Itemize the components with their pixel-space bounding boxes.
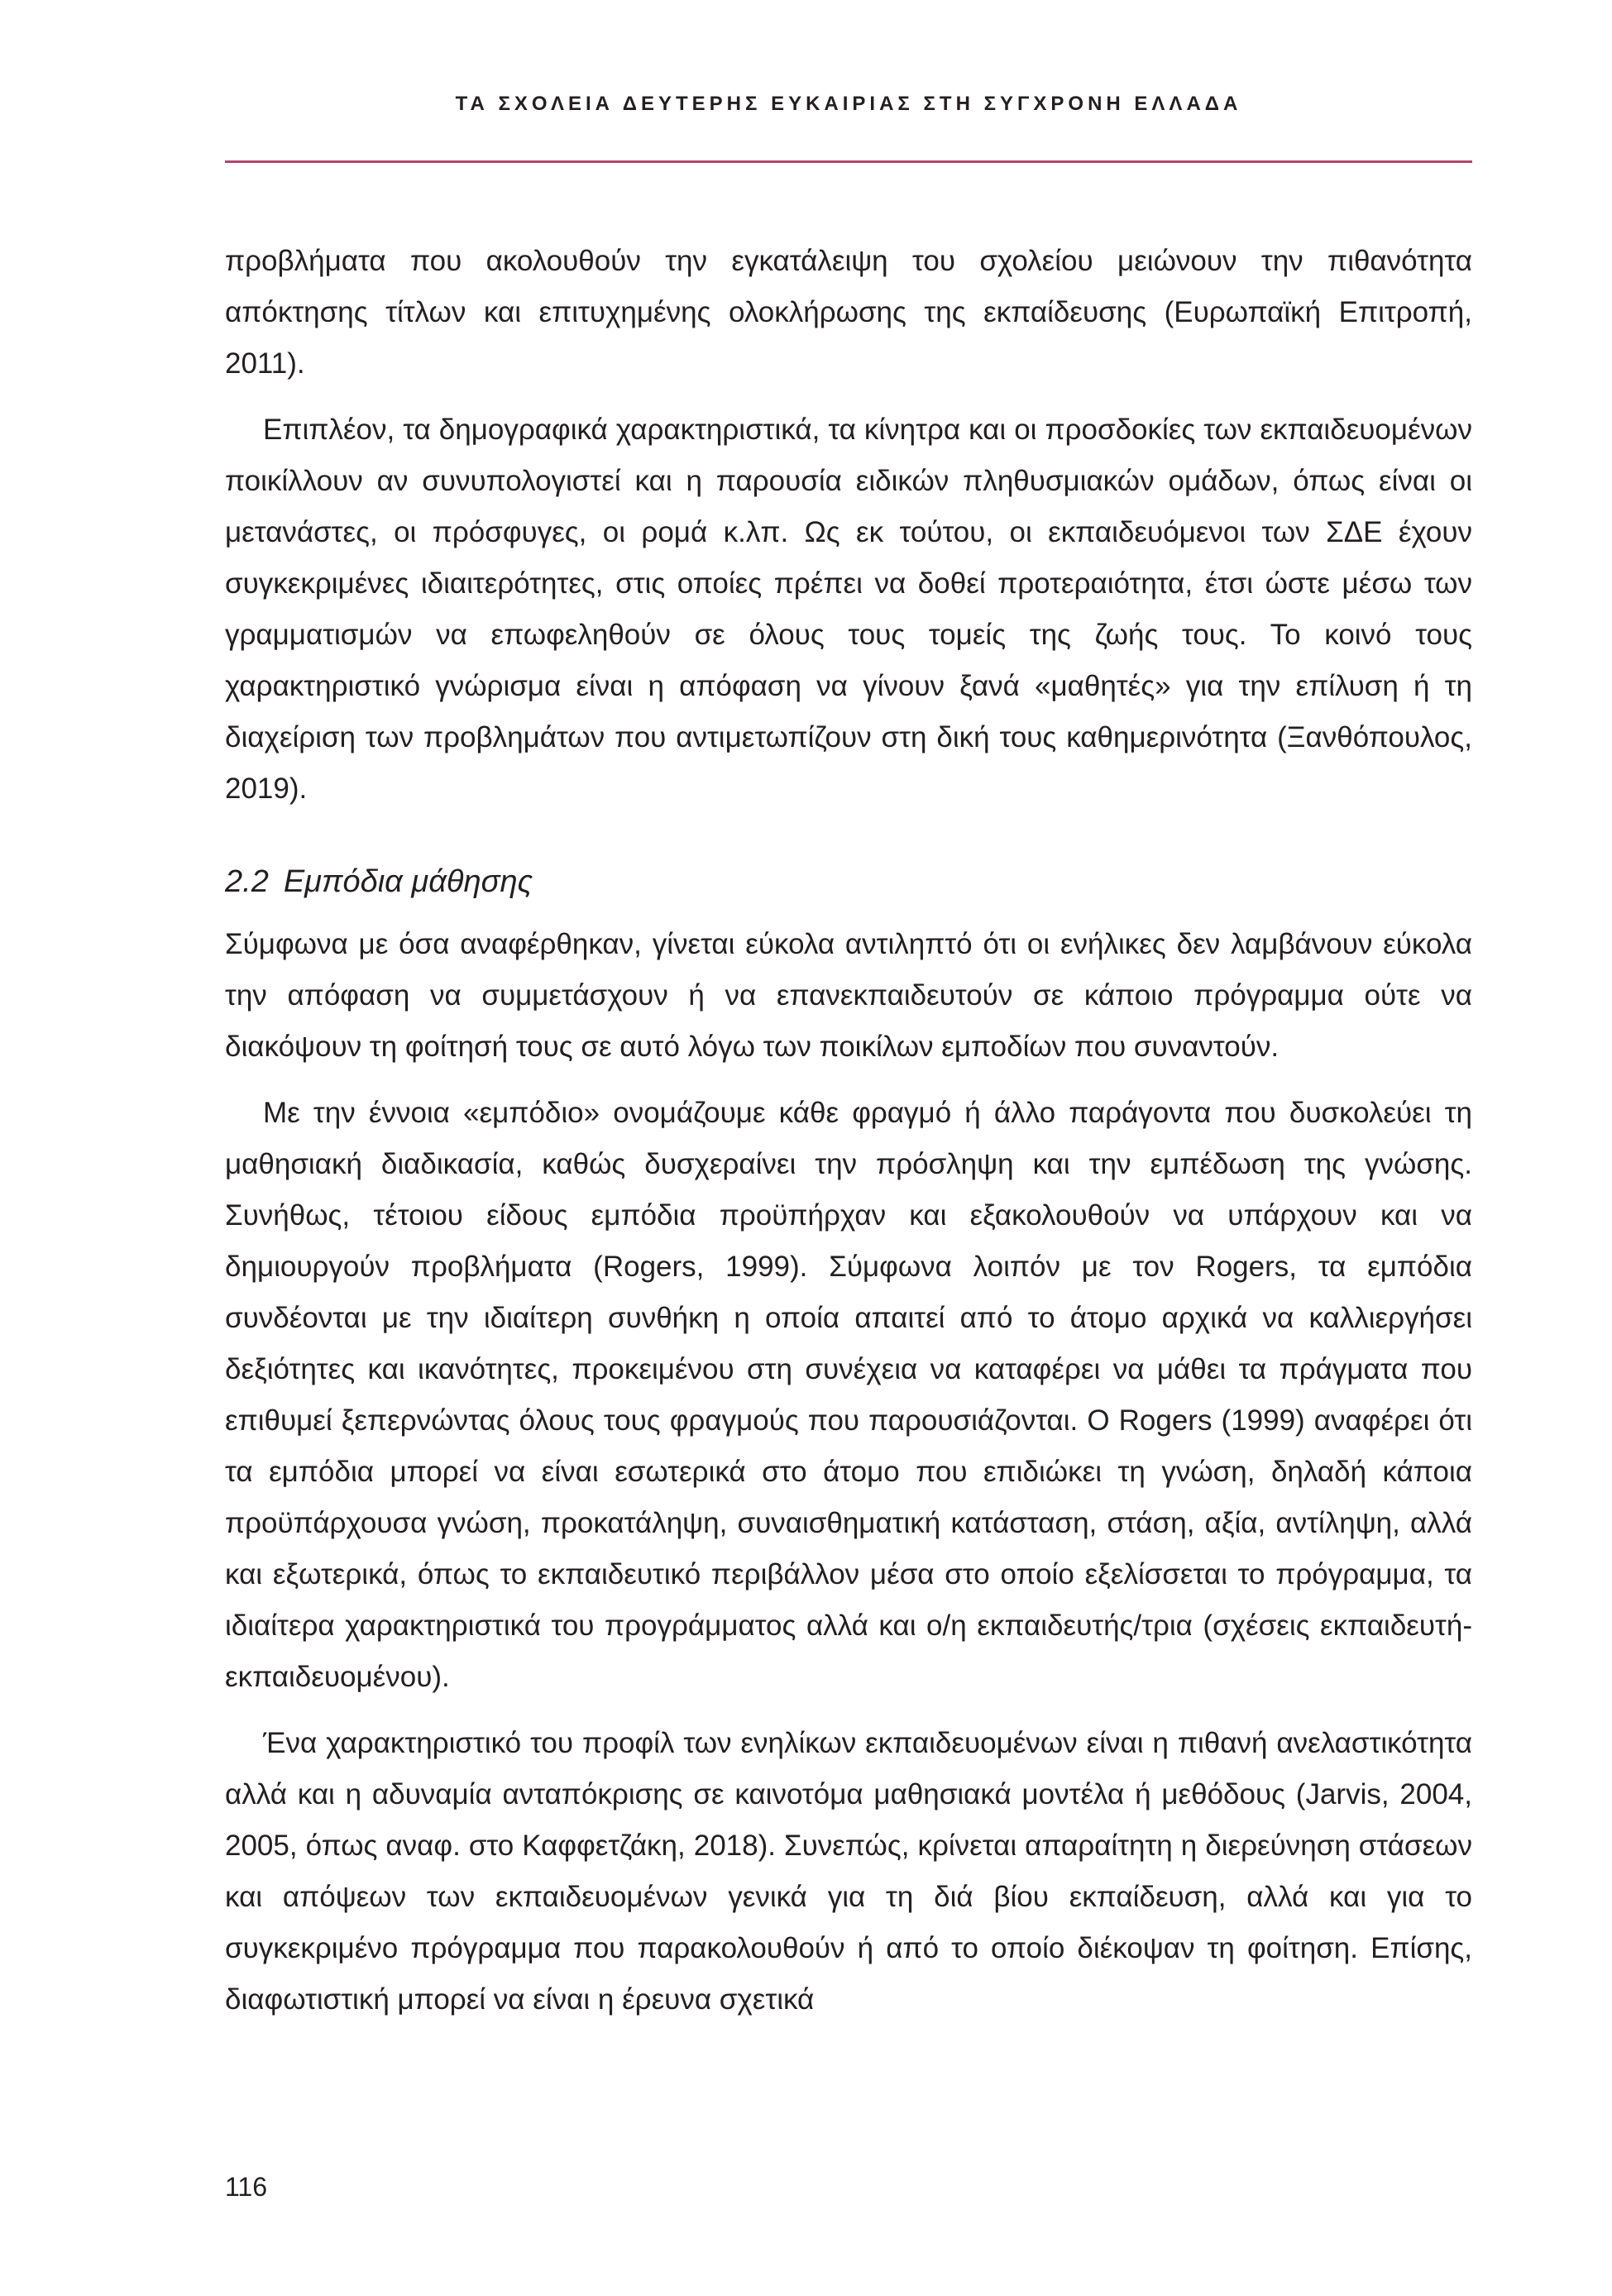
section-heading [225, 856, 1472, 907]
paragraph-5: Ένα χαρακτηριστικό του προφίλ των ενηλίκων εκπαιδευομένων είναι η πιθανή ανελαστικότητα αλλά και η αδυναμία ανταπόκρισης σε καινοτόμα μαθησιακά μοντέλα ή μεθόδους (Jarvis, 2004, 2005, όπως αναφ. στο Καφφετζάκη, 2018). Συνεπώς, κρίνεται απαραίτητη η διερεύνηση στάσεων και απόψεων των εκπαιδευομένων γενικά για τη διά βίου εκπαίδευση, αλλά και για το συγκεκριμένο πρόγραμμα που παρακολουθούν ή από το οποίο διέκοψαν τη φοίτηση. Επίσης, διαφωτιστική μπορεί να είναι η έρευνα σχετικά [225, 1727, 1472, 2016]
header-rule [225, 160, 1472, 163]
section-title: Εμπόδια μάθησης [283, 864, 533, 899]
paragraph-1: προβλήματα που ακολουθούν την εγκατάλειψη του σχολείου μειώνουν την πιθανότητα απόκτησης τίτλων και επιτυχημένης ολοκλήρωσης της εκπαίδευσης (Ευρωπαϊκή Επιτροπή, 2011). [225, 245, 1472, 380]
running-header: ΤΑ ΣΧΟΛΕΙΑ ΔΕΥΤΕΡΗΣ ΕΥΚΑΙΡΙΑΣ ΣΤΗ ΣΥΓΧΡΟΝΗ ΕΛΛΑΔΑ [455, 93, 1242, 115]
page-number: 116 [225, 2172, 268, 2202]
body-text [225, 236, 1472, 2026]
section-number: 2.2 [225, 864, 269, 899]
paragraph-3: Σύμφωνα με όσα αναφέρθηκαν, γίνεται εύκολα αντιληπτό ότι οι ενήλικες δεν λαμβάνουν εύκολα την απόφαση να συμμετάσχουν ή να επανεκπαιδευτούν σε κάποιο πρόγραμμα ούτε να διακόψουν τη φοίτησή τους σε αυτό λόγω των ποικίλων εμποδίων που συναντούν. [225, 928, 1472, 1063]
paragraph-4: Με την έννοια «εμπόδιο» ονομάζουμε κάθε φραγμό ή άλλο παράγοντα που δυσκολεύει τη μαθησιακή διαδικασία, καθώς δυσχεραίνει την πρόσληψη και την εμπέδωση της γνώσης. Συνήθως, τέτοιου είδους εμπόδια προϋπήρχαν και εξακολουθούν να υπάρχουν και να δημιουργούν προβλήματα (Rogers, 1999). Σύμφωνα λοιπόν με τον Rogers, τα εμπόδια συνδέονται με την ιδιαίτερη συνθήκη η οποία απαιτεί από το άτομο αρχικά να καλλιεργήσει δεξιότητες και ικανότητες, προκειμένου στη συνέχεια να καταφέρει να μάθει τα πράγματα που επιθυμεί ξεπερνώντας όλους τους φραγμούς που παρουσιάζονται. Ο Rogers (1999) αναφέρει ότι τα εμπόδια μπορεί να είναι εσωτερικά στο άτομο που επιδιώκει τη γνώση, δηλαδή κάποια προϋπάρχουσα γνώση, προκατάληψη, συναισθηματική κατάσταση, στάση, αξία, αντίληψη, αλλά και εξωτερικά, όπως το εκπαιδευτικό περιβάλλον μέσα στο οποίο εξελίσσεται το πρόγραμμα, τα ιδιαίτερα χαρακτηριστικά του προγράμματος αλλά και ο/η εκπαιδευτής/τρια (σχέσεις εκπαιδευτή-εκπαιδευομένου). [225, 1097, 1472, 1693]
paragraph-2: Επιπλέον, τα δημογραφικά χαρακτηριστικά, τα κίνητρα και οι προσδοκίες των εκπαιδευομένων ποικίλλουν αν συνυπολογιστεί και η παρουσία ειδικών πληθυσμιακών ομάδων, όπως είναι οι μετανάστες, οι πρόσφυγες, οι ρομά κ.λπ. Ως εκ τούτου, οι εκπαιδευόμενοι των ΣΔΕ έχουν συγκεκριμένες ιδιαιτερότητες, στις οποίες πρέπει να δοθεί προτεραιότητα, έτσι ώστε μέσω των γραμματισμών να επωφεληθούν σε όλους τους τομείς της ζωής τους. Το κοινό τους χαρακτηριστικό γνώρισμα είναι η απόφαση να γίνουν ξανά «μαθητές» για την επίλυση ή τη διαχείριση των προβλημάτων που αντιμετωπίζουν στη δική τους καθημερινότητα (Ξανθόπουλος, 2019). [225, 414, 1472, 805]
